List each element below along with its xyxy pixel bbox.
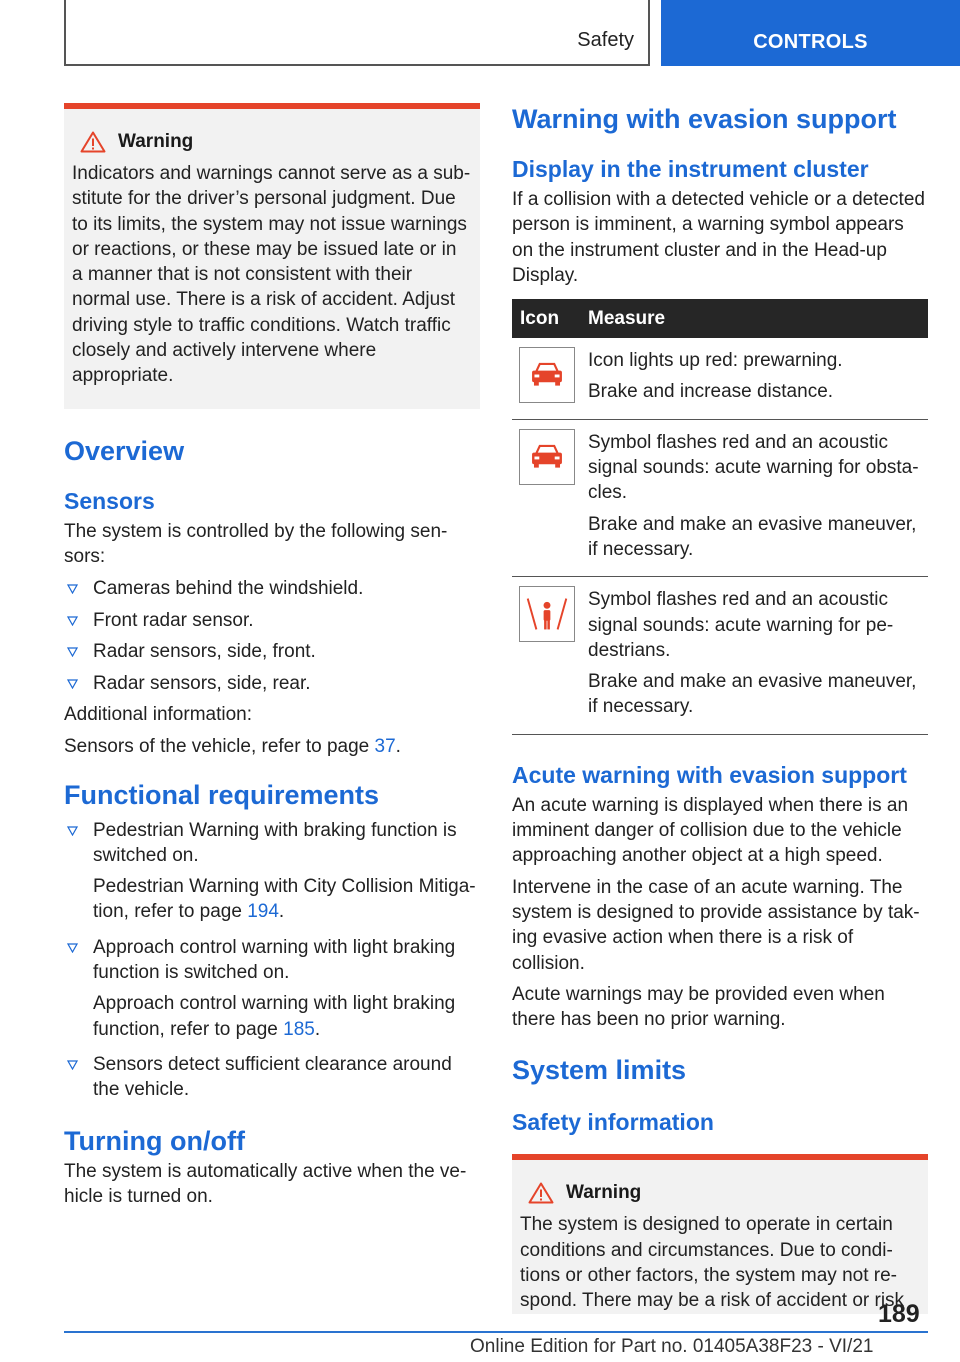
header-chapter-title: CONTROLS <box>753 31 868 53</box>
warning-text: Indicators and warnings cannot serve as a sub-stitute for the driver’s personal judgment. Due to its limits, the system may not issue warnings or reactions, or these may be issued late or in a manner that is not consistent with their normal use. There is a risk of accident. Adjust driving style to traffic conditions. Watch traffic closely and actively intervene where appropriate. <box>72 163 471 387</box>
car-warning-flashing-icon <box>519 429 575 485</box>
bullet-triangle-icon <box>67 943 78 953</box>
column-header-icon: Icon <box>512 299 580 338</box>
edition-text: Online Edition for Part no. 01405A38F23 - VI/21 <box>470 1336 874 1357</box>
evasion-support-heading: Warning with evasion support <box>512 104 897 134</box>
acute-warning-text: Intervene in the case of an acute warning. The system is designed to provide assistance by tak-ing evasive action when there is a risk of collision. <box>512 876 920 974</box>
pedestrian-warning-icon <box>519 586 575 642</box>
instrument-cluster-heading: Display in the instrument cluster <box>512 156 869 182</box>
warning-title-text: Warning <box>566 1182 642 1204</box>
header-section-title: Safety <box>577 29 634 51</box>
page-link-185[interactable]: 185 <box>283 1018 315 1040</box>
right-column <box>512 103 928 1314</box>
bullet-triangle-icon <box>67 679 78 689</box>
acute-warning-heading: Acute warning with evasion support <box>512 761 907 788</box>
measure-text: Brake and make an evasive maneuver, if necessary. <box>588 671 917 718</box>
page-number: 189 <box>878 1300 920 1328</box>
list-item: Front radar sensor. <box>64 608 480 633</box>
warning-title <box>520 1182 920 1204</box>
overview-heading: Overview <box>64 435 185 466</box>
warning-text: The system is designed to operate in certain conditions and circumstances. Due to condi-tions or other factors, the system may not re-spond. There may be a risk of accident or risk <box>520 1214 905 1312</box>
turning-on-off-text: The system is automatically active when the ve-hicle is turned on. <box>64 1160 467 1207</box>
measure-text: Symbol flashes red and an acoustic signal sounds: acute warning for obsta-cles. <box>588 431 919 504</box>
sensors-heading: Sensors <box>64 487 155 514</box>
table-row <box>512 419 928 576</box>
sensors-list <box>64 576 480 697</box>
table-row <box>512 338 928 419</box>
system-limits-heading: System limits <box>512 1055 687 1086</box>
list-item: Pedestrian Warning with braking function is switched on. Pedestrian Warning with City Collision Mitiga-tion, refer to page 194. <box>64 818 480 925</box>
bullet-triangle-icon <box>67 616 78 626</box>
instrument-cluster-text: If a collision with a detected vehicle or a detected person is imminent, a warning symbol appears on the instrument cluster and in the Head-up Display. <box>512 189 925 286</box>
list-item: Radar sensors, side, front. <box>64 639 480 664</box>
acute-warning-text: Acute warnings may be provided even when there has been no prior warning. <box>512 983 885 1031</box>
list-item: Approach control warning with light braking function is switched on. Approach control warning with light braking function, refer to page 185. <box>64 935 480 1042</box>
footer-divider <box>64 1331 928 1333</box>
page-link-37[interactable]: 37 <box>374 735 396 757</box>
list-item: Sensors detect sufficient clearance around the vehicle. <box>64 1052 480 1103</box>
warning-box <box>64 103 480 409</box>
measure-text: Brake and increase distance. <box>588 381 834 403</box>
warning-triangle-icon <box>528 1182 554 1204</box>
header-chapter-tab[interactable] <box>661 0 960 66</box>
functional-requirements-heading: Functional requirements <box>64 780 380 811</box>
column-header-measure: Measure <box>580 299 928 338</box>
bullet-triangle-icon <box>67 584 78 594</box>
measure-text: Symbol flashes red and an acoustic signal sounds: acute warning for pe-destrians. <box>588 589 894 661</box>
car-warning-icon <box>519 347 575 403</box>
bullet-triangle-icon <box>67 647 78 657</box>
measure-table <box>512 299 928 735</box>
table-header-row <box>512 299 928 338</box>
warning-title-text: Warning <box>118 131 194 152</box>
warning-triangle-icon <box>80 131 106 153</box>
warning-title <box>72 131 472 153</box>
measure-text: Icon lights up red: prewarning. <box>588 350 843 372</box>
turning-on-off-heading: Turning on/off <box>64 1125 245 1156</box>
list-item: Radar sensors, side, rear. <box>64 671 480 696</box>
safety-information-heading: Safety information <box>512 1109 714 1136</box>
additional-info: Additional information: <box>64 704 252 726</box>
bullet-triangle-icon <box>67 826 78 836</box>
acute-warning-text: An acute warning is displayed when there is an imminent danger of collision due to the vehicle approaching another object at a high speed. <box>512 794 909 867</box>
page-link-194[interactable]: 194 <box>247 901 279 923</box>
list-item: Cameras behind the windshield. <box>64 576 480 601</box>
requirements-list <box>64 818 480 1103</box>
header-section-box <box>64 0 650 66</box>
sensors-intro: The system is controlled by the following sen-sors: <box>64 520 448 567</box>
measure-text: Brake and make an evasive maneuver, if necessary. <box>588 513 917 560</box>
left-column <box>64 103 480 1209</box>
table-row <box>512 577 928 734</box>
sensors-reference: Sensors of the vehicle, refer to page 37. <box>64 735 401 757</box>
warning-box <box>512 1154 928 1314</box>
bullet-triangle-icon <box>67 1060 78 1070</box>
